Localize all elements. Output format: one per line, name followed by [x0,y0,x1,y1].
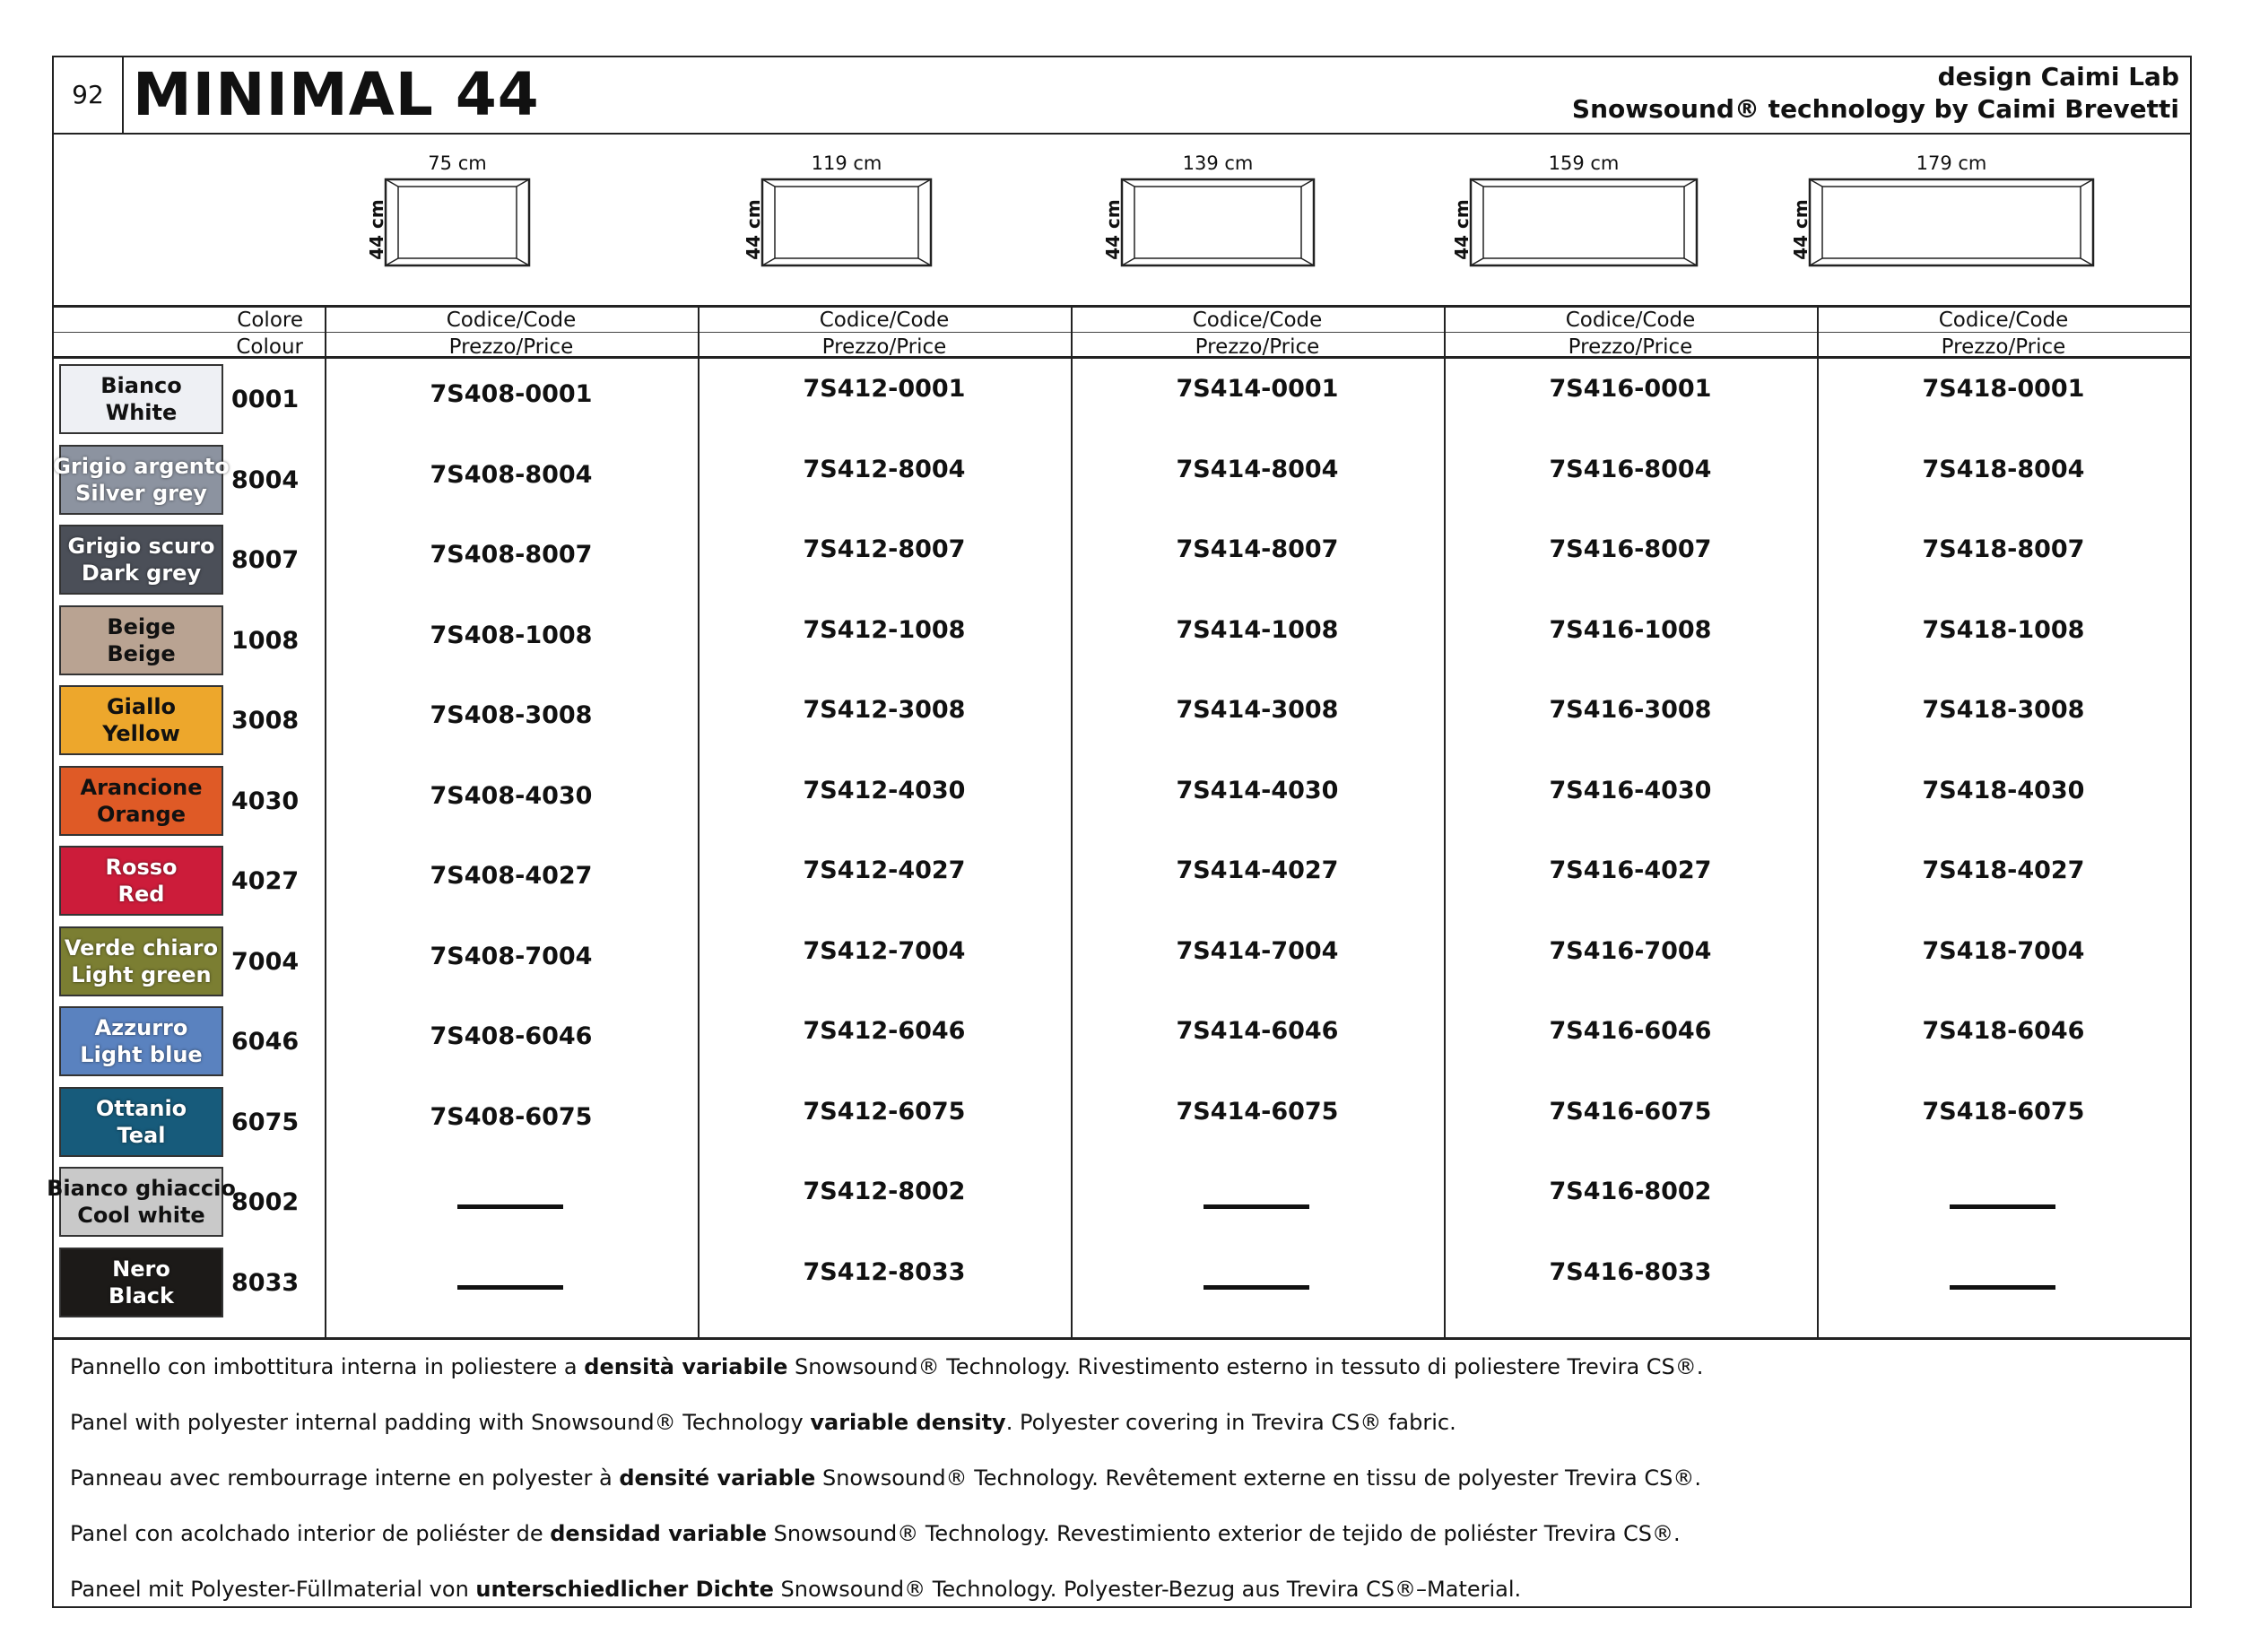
product-code: 7S416-6046 [1549,1017,1712,1045]
product-code: 7S416-8004 [1549,455,1712,483]
colour-swatch [53,445,230,515]
product-code: 7S408-7004 [430,942,593,970]
product-code: 7S418-1008 [1922,615,2085,644]
table-row [54,521,2190,602]
product-code: 7S408-3008 [430,701,593,729]
table-row [54,361,2190,441]
colour-name-it: Nero [112,1256,170,1282]
product-code: 7S418-3008 [1922,696,2085,724]
panel-inner-edge [398,187,517,258]
colour-name-en: Yellow [102,721,180,746]
colour-name-it: Ottanio [95,1095,187,1121]
product-code: 7S418-0001 [1922,375,2085,403]
column-separator [325,305,326,1337]
colour-name-en: Dark grey [81,561,202,586]
product-code: 7S414-6046 [1176,1017,1339,1045]
description-text: Panneau avec rembourrage interne en polyester à [70,1465,620,1491]
colour-swatch [59,605,223,675]
table-header [54,305,2190,359]
table-row [54,1244,2190,1325]
catalog-page [47,56,2192,1608]
product-code: 7S412-4027 [803,856,966,884]
panel-inner-edge [1822,187,2081,258]
product-code: 7S414-8004 [1176,455,1339,483]
product-code: 7S414-1008 [1176,615,1339,644]
description-emphasis: densidad variable [550,1521,767,1546]
code-header: Codice/Code [446,309,577,332]
colour-swatch [59,525,223,595]
size-diagrams [54,135,2190,305]
panel-outer-edge [1471,179,1697,265]
description-emphasis: variable density [810,1410,1006,1435]
height-label: 44 cm [1790,199,1812,260]
description-text: Snowsound® Technology. Revêtement externe en tissu de polyester Trevira CS®. [815,1465,1701,1491]
colour-swatch [47,1167,236,1237]
colour-code: 8004 [231,465,300,494]
price-header: Prezzo/Price [1941,335,2066,359]
product-code: 7S412-1008 [803,615,966,644]
product-code: 7S416-3008 [1549,696,1712,724]
description-line [70,1577,1521,1602]
column-separator [1071,305,1073,1337]
product-code: 7S414-3008 [1176,696,1339,724]
not-available-dash [1204,1204,1309,1209]
colour-header [54,308,325,359]
panel-outer-edge [386,179,529,265]
product-code: 7S412-4030 [803,776,966,804]
height-label: 44 cm [743,199,764,260]
colour-name-it: Arancione [80,774,203,800]
product-code: 7S412-8002 [803,1178,966,1205]
page-number: 92 [54,57,124,133]
colour-swatch [59,1006,223,1076]
product-code: 7S416-4027 [1549,856,1712,884]
product-code: 7S408-0001 [430,380,593,408]
colour-code: 3008 [231,707,300,735]
panel-outline [1120,178,1316,267]
colour-name-it: Verde chiaro [64,935,219,961]
colour-code: 0001 [231,386,300,413]
colour-name-en: Light green [71,961,212,987]
colour-name-en: Beige [107,640,176,666]
table-row [54,602,2190,683]
width-label: 159 cm [1548,152,1620,174]
product-code: 7S408-8004 [430,460,593,489]
description-emphasis: unterschiedlicher Dichte [475,1577,774,1602]
height-label: 44 cm [1451,199,1473,260]
not-available-dash [1950,1204,2055,1209]
not-available-dash [1204,1285,1309,1290]
colour-name-en: Red [117,882,165,907]
product-code: 7S414-6075 [1176,1097,1339,1126]
not-available-dash [457,1285,563,1290]
product-code: 7S412-6046 [803,1017,966,1045]
table-row [54,682,2190,762]
colour-swatch [59,766,223,836]
product-code: 7S418-8004 [1922,455,2085,483]
description-emphasis: densité variable [619,1465,816,1491]
not-available-dash [1950,1285,2055,1290]
code-price-header [325,308,698,359]
description-line [70,1354,1703,1379]
description-line [70,1521,1681,1546]
colour-name-it: Azzurro [94,1015,188,1040]
product-code: 7S412-6075 [803,1097,966,1126]
product-code: 7S418-4030 [1922,776,2085,804]
colour-name-it: Rosso [105,855,178,880]
code-price-header [1817,308,2190,359]
product-code: 7S412-8033 [803,1257,966,1286]
product-code: 7S414-0001 [1176,375,1339,403]
colour-name-en: Light blue [80,1042,203,1067]
product-code: 7S414-4027 [1176,856,1339,884]
description-text: Snowsound® Technology. Revestimiento exterior de tejido de poliéster Trevira CS®. [766,1521,1681,1546]
colour-code: 4027 [231,867,300,895]
width-label: 119 cm [811,152,882,174]
code-price-header [1071,308,1444,359]
product-code: 7S416-4030 [1549,776,1712,804]
colour-name-it: Beige [107,613,176,639]
product-code: 7S416-1008 [1549,615,1712,644]
product-code: 7S412-3008 [803,696,966,724]
code-price-header [698,308,1071,359]
product-code: 7S418-6075 [1922,1097,2085,1126]
product-code: 7S414-4030 [1176,776,1339,804]
colour-name-it: Grigio argento [53,453,230,479]
colour-name-en: Black [109,1282,174,1309]
code-header: Codice/Code [819,309,950,332]
description-emphasis: densità variabile [584,1354,788,1379]
product-code: 7S416-6075 [1549,1097,1712,1126]
price-header: Prezzo/Price [821,335,947,359]
colour-swatch [59,364,223,434]
height-label: 44 cm [1102,199,1124,260]
product-code: 7S416-7004 [1549,936,1712,965]
panel-outer-edge [1810,179,2093,265]
colour-name-it: Giallo [106,694,177,719]
colour-name-it: Bianco [100,373,182,398]
table-row [54,923,2190,1004]
description-text: Paneel mit Polyester-Füllmaterial von [70,1577,476,1602]
panel-outline [1808,178,2095,267]
colour-name-en: Silver grey [75,480,207,506]
description-text: Pannello con imbottitura interna in poliestere a [70,1354,585,1379]
product-code: 7S416-8033 [1549,1257,1712,1286]
not-available-dash [457,1204,563,1209]
price-header: Prezzo/Price [1195,335,1320,359]
colour-header-it: Colore [237,309,303,332]
colour-name-en: Cool white [77,1203,205,1228]
width-label: 75 cm [428,152,487,174]
colour-code: 4030 [231,787,300,815]
description-line [70,1410,1456,1435]
product-code: 7S416-8007 [1549,535,1712,563]
product-title: MINIMAL 44 [133,60,540,129]
product-code: 7S412-8004 [803,455,966,483]
colour-code: 8007 [231,546,300,574]
price-header: Prezzo/Price [1568,335,1693,359]
colour-code: 7004 [231,947,300,976]
product-code: 7S414-8007 [1176,535,1339,563]
colour-name-en: Teal [117,1122,166,1148]
product-code: 7S408-8007 [430,541,593,569]
price-header: Prezzo/Price [448,335,574,359]
design-credit: design Caimi Lab [1937,62,2179,91]
product-code: 7S416-8002 [1549,1178,1712,1205]
product-code: 7S418-7004 [1922,936,2085,965]
description-text: Panel with polyester internal padding with Snowsound® Technology [70,1410,811,1435]
colour-swatch [59,1087,223,1157]
panel-inner-edge [775,187,918,258]
table-row [54,1003,2190,1083]
technology-credit: Snowsound® technology by Caimi Brevetti [1571,94,2179,124]
column-separator [698,305,700,1337]
colour-code: 6075 [231,1108,300,1136]
colour-name-it: Grigio scuro [67,534,215,559]
column-separator [1444,305,1446,1337]
credits [1572,61,2179,126]
product-code: 7S418-8007 [1922,535,2085,563]
description-text: Snowsound® Technology. Rivestimento esterno in tessuto di poliestere Trevira CS®. [787,1354,1704,1379]
product-code: 7S408-1008 [430,621,593,649]
colour-code: 8033 [231,1268,300,1297]
product-code: 7S408-4030 [430,781,593,810]
product-code: 7S408-6075 [430,1102,593,1131]
product-code: 7S418-4027 [1922,856,2085,884]
width-label: 139 cm [1182,152,1254,174]
height-label: 44 cm [366,199,387,260]
product-code: 7S412-0001 [803,375,966,403]
colour-name-en: White [105,400,178,425]
width-label: 179 cm [1916,152,1987,174]
description-line [70,1465,1701,1491]
product-code: 7S412-7004 [803,936,966,965]
panel-outline [760,178,933,267]
product-code: 7S412-8007 [803,535,966,563]
product-code: 7S416-0001 [1549,375,1712,403]
code-header: Codice/Code [1192,309,1323,332]
panel-outer-edge [762,179,931,265]
colour-code: 6046 [231,1028,300,1056]
colour-name-it: Bianco ghiaccio [47,1176,236,1201]
panel-outline [1469,178,1699,267]
colour-swatch [59,1248,223,1317]
colour-header-en: Colour [236,335,303,359]
description-text: Panel con acolchado interior de poliéster de [70,1521,551,1546]
table-row [54,762,2190,843]
code-header: Codice/Code [1938,309,2069,332]
description-text: Snowsound® Technology. Polyester-Bezug aus Trevira CS®–Material. [773,1577,1522,1602]
description-text: . Polyester covering in Trevira CS® fabric. [1005,1410,1456,1435]
table-row [47,1163,2190,1244]
panel-outer-edge [1122,179,1314,265]
colour-code: 1008 [231,626,300,655]
code-header: Codice/Code [1565,309,1696,332]
table-row [54,842,2190,923]
description-notes [54,1337,2190,1609]
panel-outline [384,178,531,267]
table-row [54,441,2190,522]
panel-inner-edge [1483,187,1684,258]
colour-swatch [59,685,223,755]
code-price-header [1444,308,1817,359]
product-code: 7S408-6046 [430,1022,593,1050]
page-header [54,57,2190,135]
panel-inner-edge [1134,187,1301,258]
product-code: 7S414-7004 [1176,936,1339,965]
product-code: 7S418-6046 [1922,1017,2085,1045]
colour-name-en: Orange [97,801,186,827]
column-separator [1817,305,1819,1337]
colour-code: 8002 [231,1188,300,1216]
colour-swatch [59,926,223,996]
product-code: 7S408-4027 [430,862,593,890]
colour-swatch [59,846,223,916]
table-row [54,1083,2190,1164]
